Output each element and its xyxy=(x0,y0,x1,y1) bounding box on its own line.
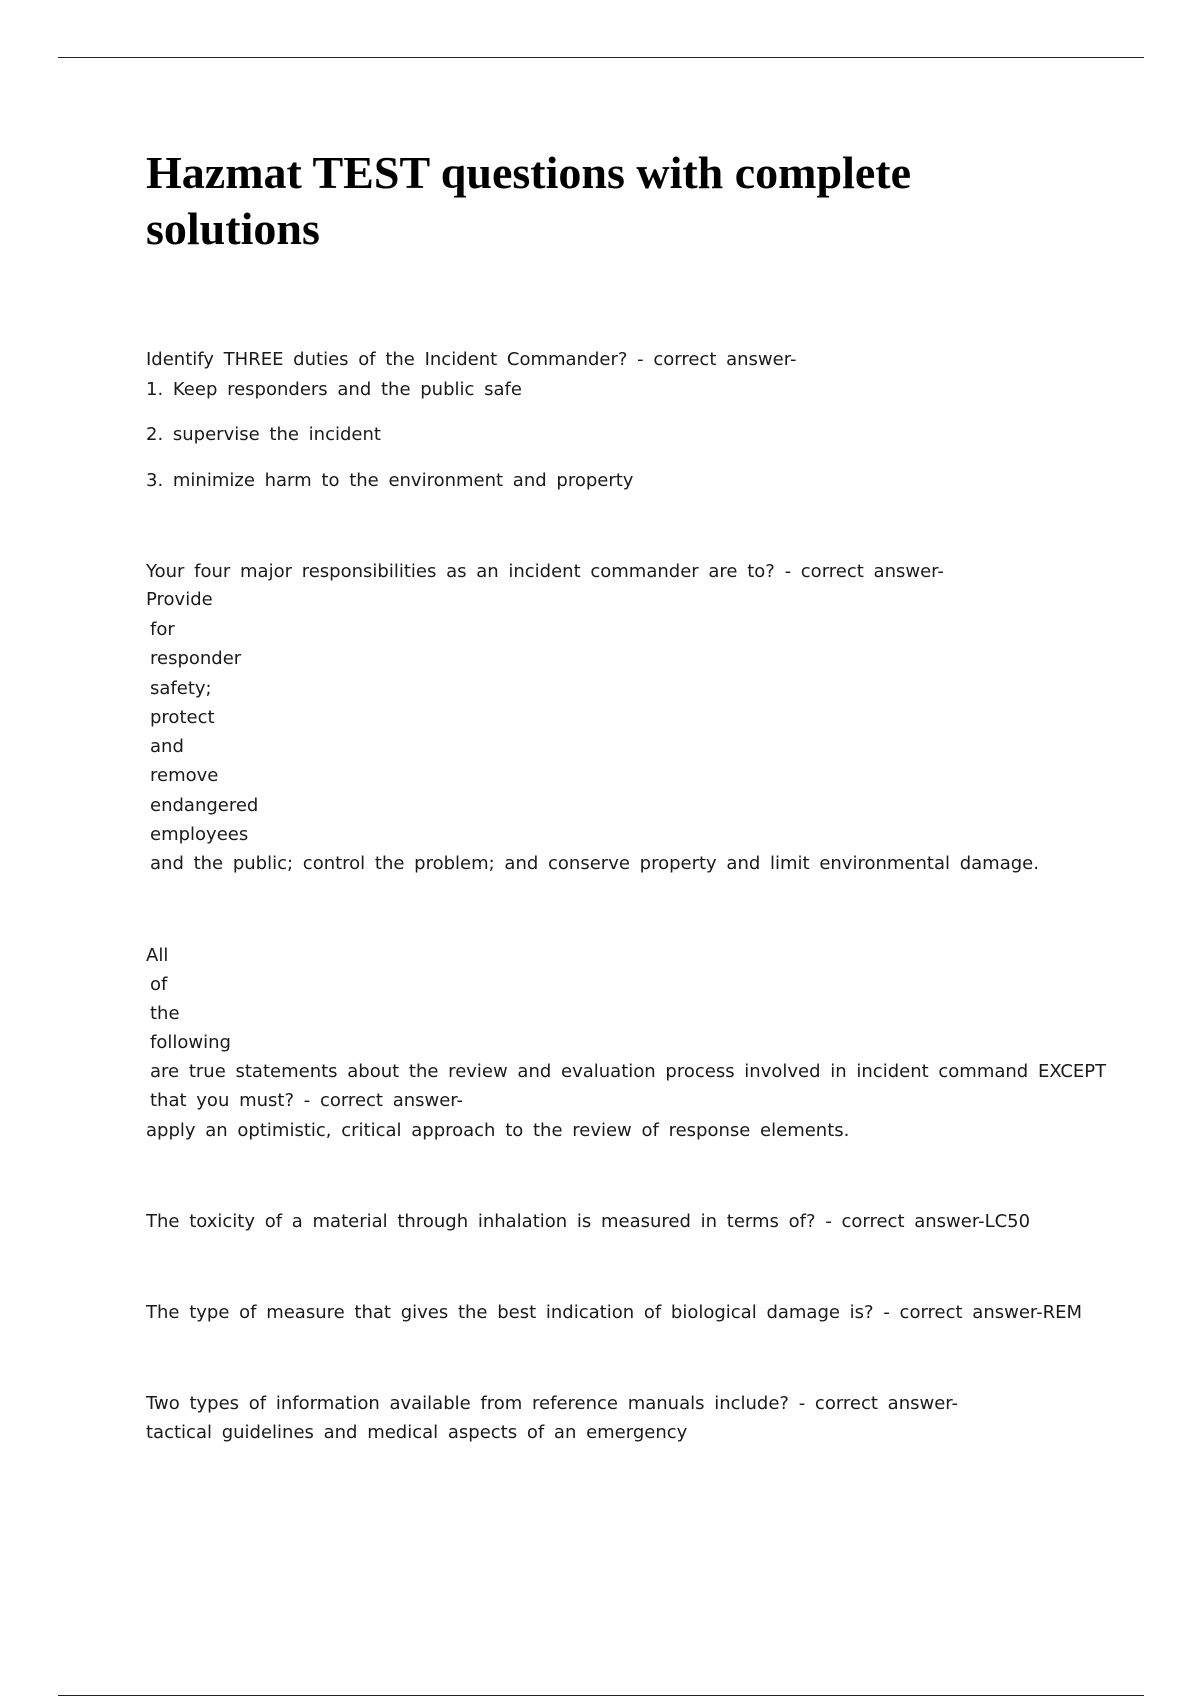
question-text: Two types of information available from reference manuals include? - correct answer- xyxy=(146,1393,959,1414)
answer-line: employees xyxy=(150,824,249,845)
answer-line: and xyxy=(150,736,184,757)
bottom-rule xyxy=(58,1695,1144,1696)
answer-line: safety; xyxy=(150,678,212,699)
answer-line: and the public; control the problem; and conserve property and limit environmental damage. xyxy=(150,853,1039,874)
page-title: Hazmat TEST questions with complete solutions xyxy=(146,147,912,254)
answer-line: protect xyxy=(150,707,215,728)
question-text: The type of measure that gives the best indication of biological damage is? - correct answer-REM xyxy=(146,1302,1083,1323)
question-text: The toxicity of a material through inhalation is measured in terms of? - correct answer-LC50 xyxy=(146,1211,1031,1232)
answer-line: 3. minimize harm to the environment and property xyxy=(146,470,634,491)
answer-line: Provide xyxy=(146,589,213,610)
answer-line: tactical guidelines and medical aspects of an emergency xyxy=(146,1422,688,1443)
question-line: are true statements about the review and evaluation process involved in incident command EXCEPT xyxy=(150,1061,1107,1082)
top-rule xyxy=(58,57,1144,58)
question-line: that you must? - correct answer- xyxy=(150,1090,464,1111)
question-line: of xyxy=(150,974,168,995)
answer-line: remove xyxy=(150,765,219,786)
answer-line: for xyxy=(150,619,175,640)
question-text: Identify THREE duties of the Incident Commander? - correct answer- xyxy=(146,349,797,370)
answer-line: 2. supervise the incident xyxy=(146,424,381,445)
question-line: All xyxy=(146,945,169,966)
question-line: the xyxy=(150,1003,180,1024)
question-text: Your four major responsibilities as an incident commander are to? - correct answer- xyxy=(146,561,944,582)
answer-line: apply an optimistic, critical approach to the review of response elements. xyxy=(146,1120,850,1141)
answer-line: responder xyxy=(150,648,242,669)
answer-line: 1. Keep responders and the public safe xyxy=(146,379,522,400)
answer-line: endangered xyxy=(150,795,259,816)
question-line: following xyxy=(150,1032,231,1053)
